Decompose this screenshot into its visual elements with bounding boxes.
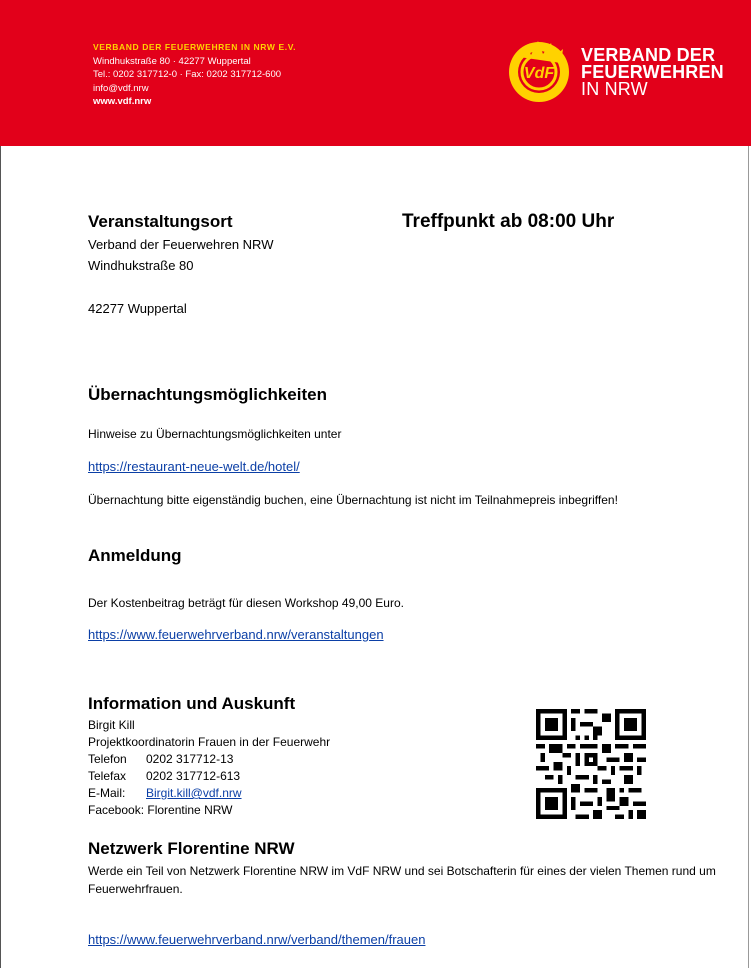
phone-label: Telefon xyxy=(88,752,127,766)
logo-mark: VdF xyxy=(523,65,555,82)
contact-name: Birgit Kill xyxy=(88,718,135,732)
logo-line-2: FEUERWEHREN xyxy=(581,62,724,82)
venue-address xyxy=(88,234,273,276)
venue-line-3: 42277 Wuppertal xyxy=(88,301,187,316)
org-phone-fax: Tel.: 0202 317712-0 · Fax: 0202 317712-600 xyxy=(93,69,282,80)
network-text: Werde ein Teil von Netzwerk Florentine NRW im VdF NRW und sei Botschafterin für eines der vielen Themen rund um Feuerwehrfrauen. xyxy=(88,864,716,896)
accommodation-heading: Übernachtungsmöglichkeiten xyxy=(88,385,327,404)
org-email[interactable]: info@vdf.nrw xyxy=(93,82,149,94)
phone-value: 0202 317712-13 xyxy=(146,752,234,766)
accommodation-intro: Hinweise zu Übernachtungsmöglichkeiten unter xyxy=(88,427,342,441)
email-link[interactable]: Birgit.kill@vdf.nrw xyxy=(146,786,242,800)
letterhead-address xyxy=(93,41,296,109)
logo-line-1: VERBAND DER xyxy=(581,45,716,65)
org-name: VERBAND DER FEUERWEHREN IN NRW E.V. xyxy=(93,42,297,52)
vdf-logo-icon xyxy=(505,37,585,107)
venue-heading: Veranstaltungsort xyxy=(88,212,233,231)
contact-phone-row xyxy=(88,751,330,768)
logo-line-3: IN NRW xyxy=(581,79,648,99)
contact-email-row xyxy=(88,785,330,802)
fax-label: Telefax xyxy=(88,769,127,783)
fax-value: 0202 317712-613 xyxy=(146,769,241,783)
letterhead-banner xyxy=(0,0,751,146)
email-label: E-Mail: xyxy=(88,786,126,800)
venue-line-2: Windhukstraße 80 xyxy=(88,258,194,273)
qr-code-icon[interactable] xyxy=(536,709,646,819)
venue-line-1: Verband der Feuerwehren NRW xyxy=(88,237,274,252)
org-address: Windhukstraße 80 · 42277 Wuppertal xyxy=(93,55,251,67)
network-link[interactable]: https://www.feuerwehrverband.nrw/verband/themen/frauen xyxy=(88,932,426,947)
logo-wordmark xyxy=(581,47,724,98)
registration-link[interactable]: https://www.feuerwehrverband.nrw/veranstaltungen xyxy=(88,627,384,642)
accommodation-note: Übernachtung bitte eigenständig buchen, eine Übernachtung ist nicht im Teilnahmepreis inbegriffen! xyxy=(88,493,618,507)
contact-facebook: Facebook: Florentine NRW xyxy=(88,803,233,817)
network-heading: Netzwerk Florentine NRW xyxy=(88,839,295,858)
registration-heading: Anmeldung xyxy=(88,546,182,565)
meeting-time: Treffpunkt ab 08:00 Uhr xyxy=(402,211,615,232)
registration-cost: Der Kostenbeitrag beträgt für diesen Workshop 49,00 Euro. xyxy=(88,596,404,610)
org-website[interactable]: www.vdf.nrw xyxy=(93,96,152,107)
contact-block xyxy=(88,717,330,819)
accommodation-link[interactable]: https://restaurant-neue-welt.de/hotel/ xyxy=(88,459,300,474)
contact-role: Projektkoordinatorin Frauen in der Feuerwehr xyxy=(88,735,331,749)
contact-fax-row xyxy=(88,768,330,785)
info-heading: Information und Auskunft xyxy=(88,694,296,713)
